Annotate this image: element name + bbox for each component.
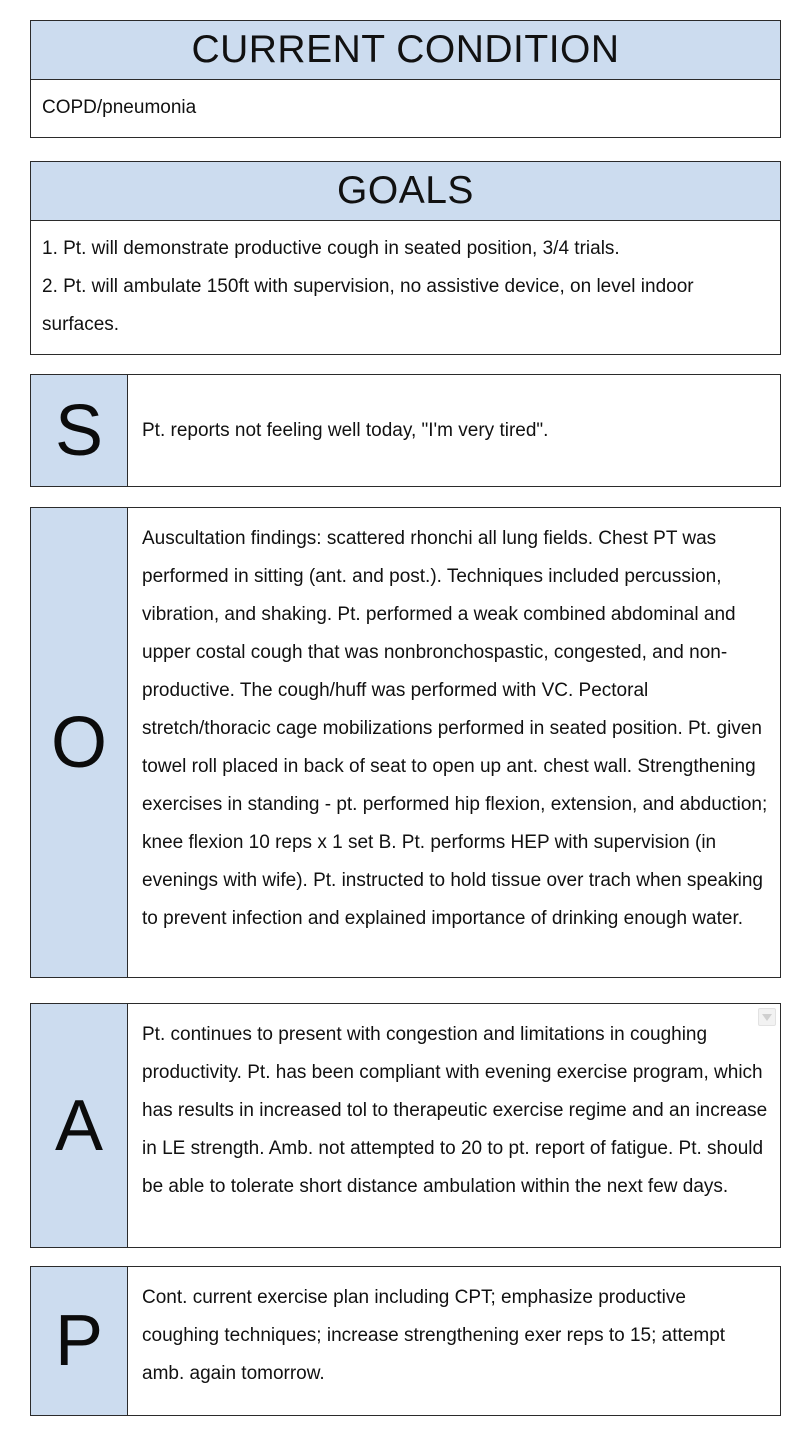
goal-item: 1. Pt. will demonstrate productive cough in seated position, 3/4 trials. xyxy=(42,238,620,259)
soap-plan-text: Cont. current exercise plan including CPT; emphasize productive coughing techniques; increase strengthening exer reps to 15; attempt amb. again tomorrow. xyxy=(142,1287,726,1384)
chevron-down-icon[interactable] xyxy=(758,1008,776,1026)
soap-objective-body xyxy=(128,508,780,977)
goals-title: GOALS xyxy=(31,162,780,221)
soap-subjective-body xyxy=(128,375,780,486)
soap-letter-a: A xyxy=(31,1004,128,1247)
goals-section xyxy=(30,161,781,355)
soap-objective-text: Auscultation findings: scattered rhonchi all lung fields. Chest PT was performed in sitting (ant. and post.). Techniques included percussion, vibration, and shaking. Pt. performed a weak combined abdominal and upper costal cough that was nonbronchospastic, congested, and non-productive. The cough/huff was performed with VC. Pectoral stretch/thoracic cage mobilizations performed in seated position. Pt. given towel roll placed in back of seat to open up ant. chest wall. Strengthening exercises in standing - pt. performed hip flexion, extension, and abduction; knee flexion 10 reps x 1 set B. Pt. performs HEP with supervision (in evenings with wife). Pt. instructed to hold tissue over trach when speaking to prevent infection and explained importance of drinking enough water. xyxy=(142,528,768,929)
current-condition-value: COPD/pneumonia xyxy=(42,97,197,118)
soap-assessment-section xyxy=(30,1003,781,1248)
soap-objective-section xyxy=(30,507,781,978)
soap-letter-p: P xyxy=(31,1267,128,1415)
current-condition-body xyxy=(31,80,780,137)
goals-body xyxy=(31,221,780,354)
soap-assessment-body xyxy=(128,1004,780,1247)
soap-letter-o: O xyxy=(31,508,128,977)
soap-assessment-text: Pt. continues to present with congestion and limitations in coughing productivity. Pt. has been compliant with evening exercise program, which has results in increased tol to therapeutic exercise regime and an increase in LE strength. Amb. not attempted to 20 to pt. report of fatigue. Pt. should be able to tolerate short distance ambulation within the next few days. xyxy=(142,1024,768,1197)
soap-subjective-section xyxy=(30,374,781,487)
soap-letter-s: S xyxy=(31,375,128,486)
soap-plan-section xyxy=(30,1266,781,1416)
current-condition-section xyxy=(30,20,781,138)
current-condition-title: CURRENT CONDITION xyxy=(31,21,780,80)
goal-item: 2. Pt. will ambulate 150ft with supervision, no assistive device, on level indoor surfaces. xyxy=(42,276,694,335)
soap-subjective-text: Pt. reports not feeling well today, "I'm very tired". xyxy=(142,419,549,441)
soap-plan-body xyxy=(128,1267,780,1415)
